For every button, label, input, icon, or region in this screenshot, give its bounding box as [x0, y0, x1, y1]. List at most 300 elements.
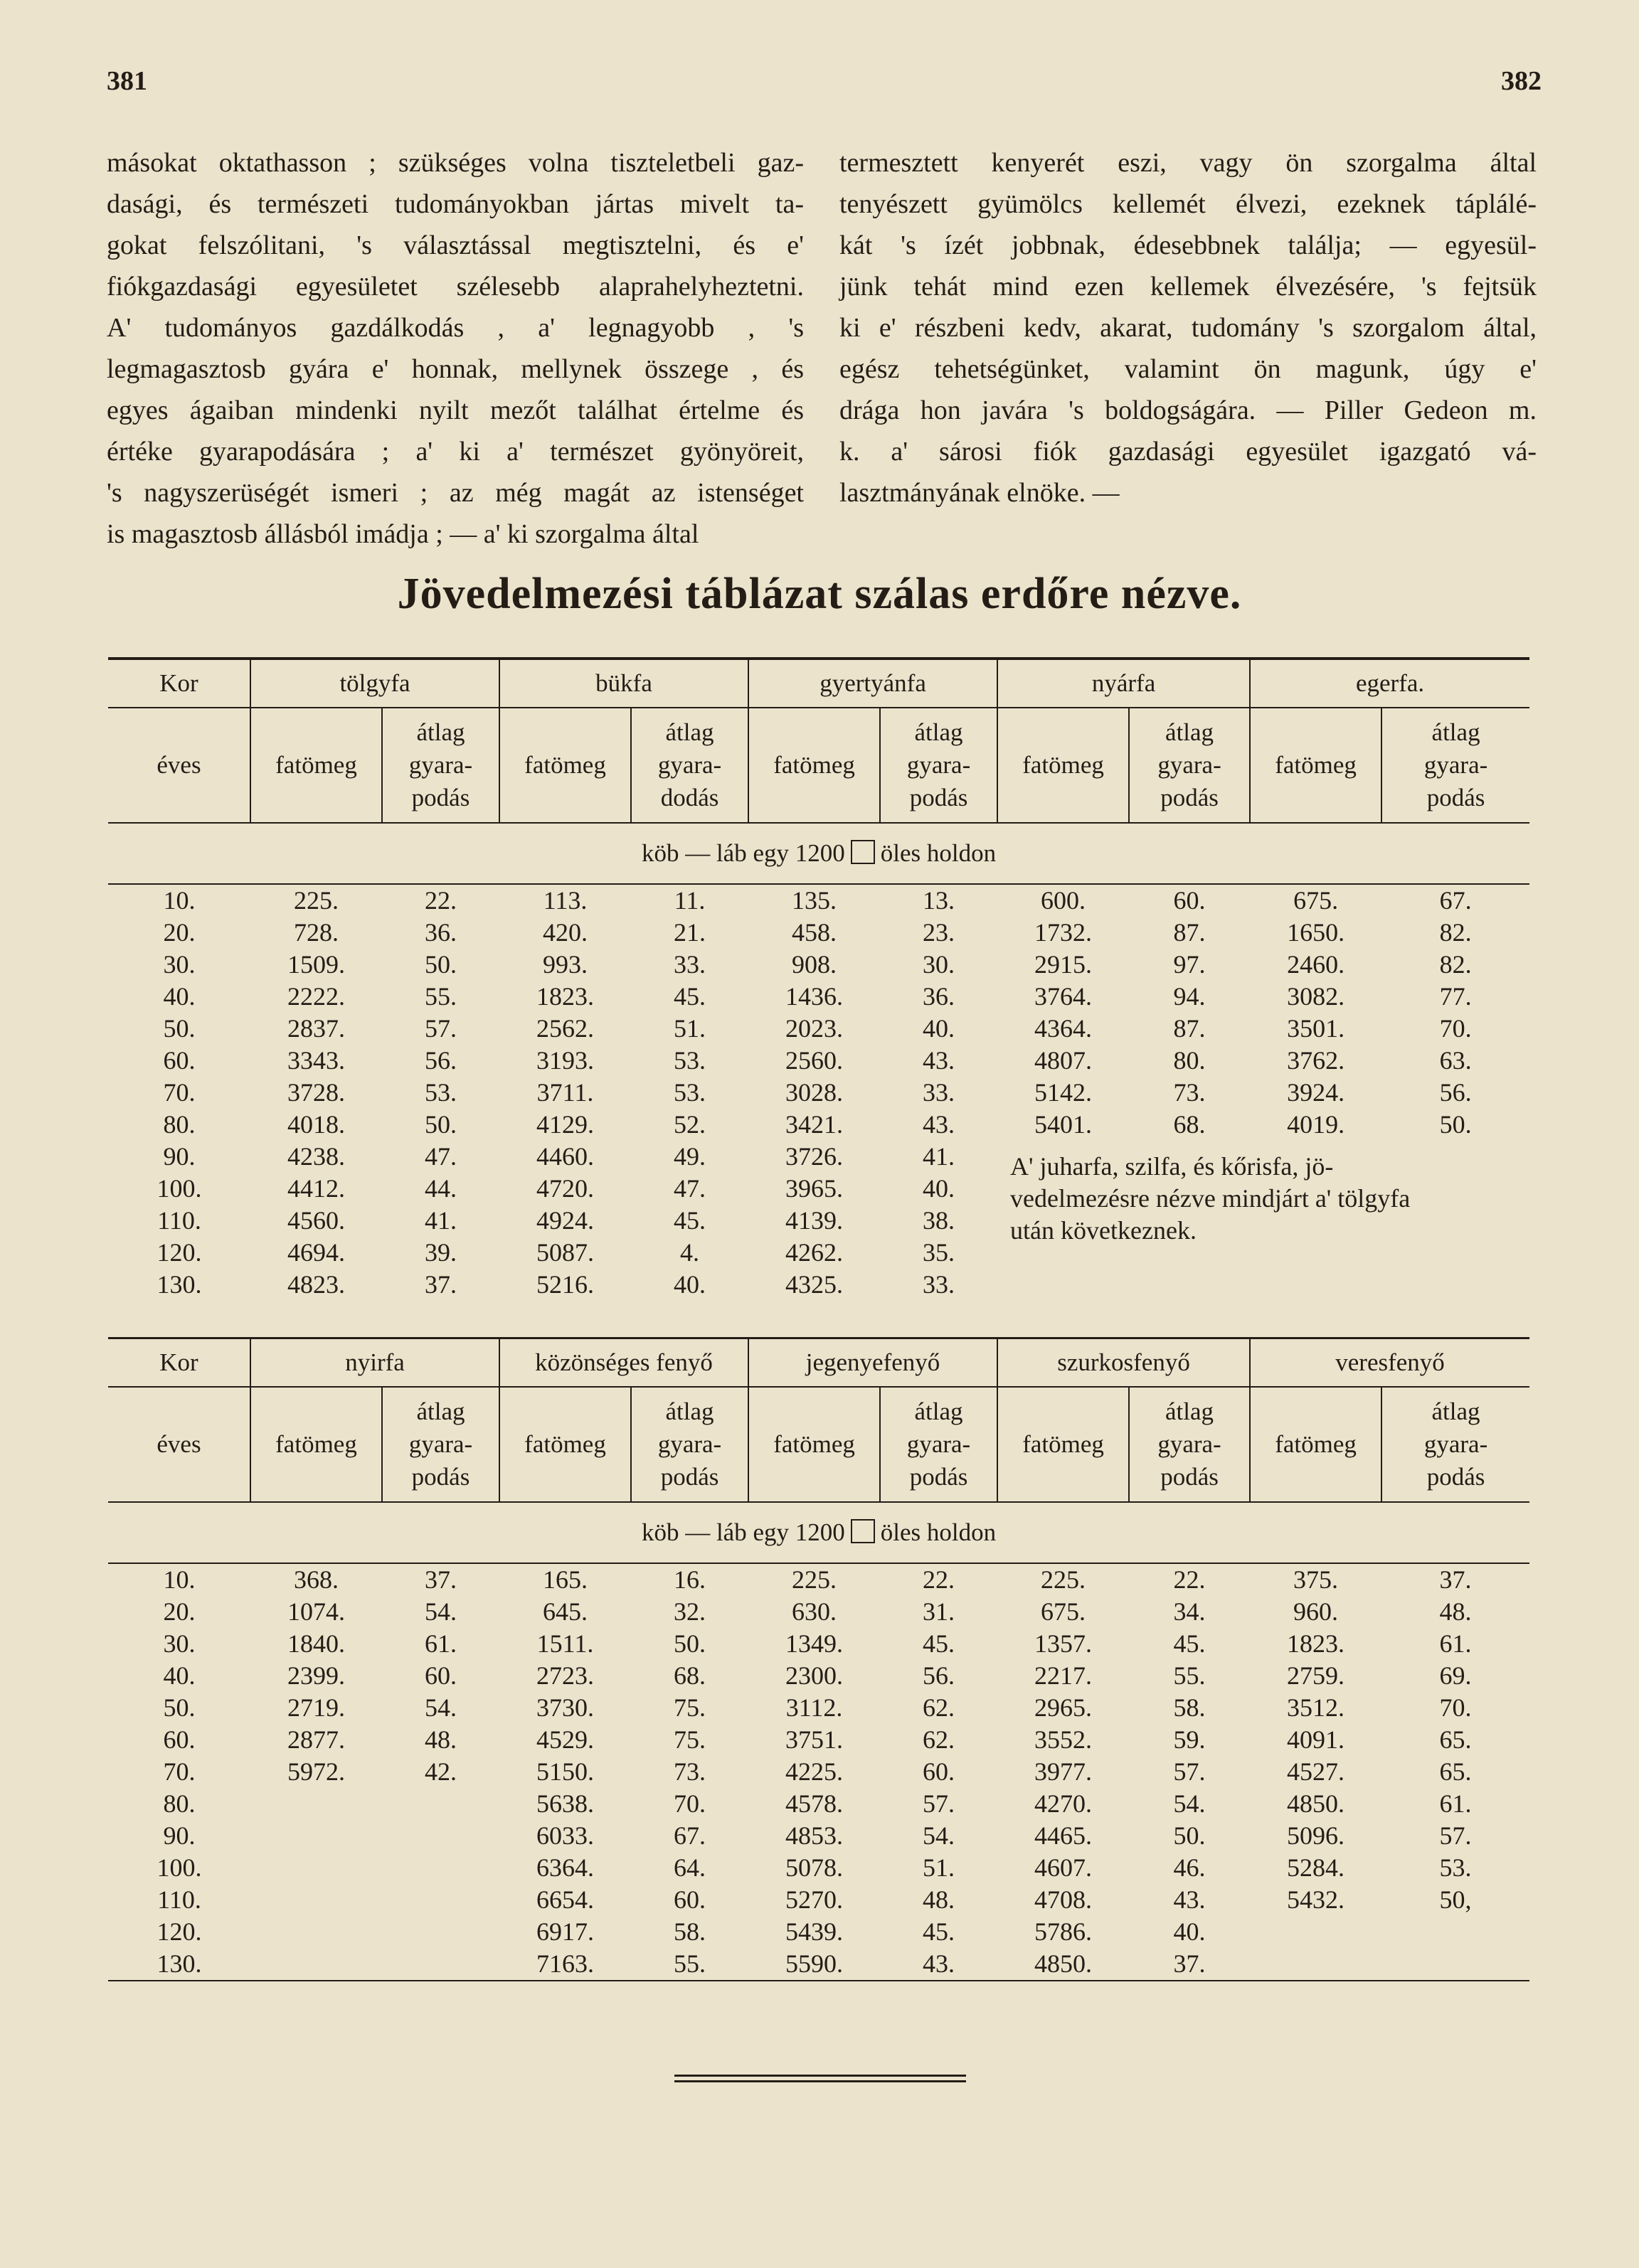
average-cell [1381, 1916, 1529, 1948]
volume-cell: 4853. [785, 1821, 844, 1850]
table-row [108, 1692, 1529, 1724]
volume-cell: 3082. [1287, 982, 1345, 1011]
volume-cell: 3965. [785, 1174, 844, 1203]
table-row [108, 1563, 1529, 1596]
table-row [108, 1596, 1529, 1628]
average-cell: 94. [1173, 982, 1206, 1011]
age-cell: 60. [163, 1725, 196, 1754]
volume-cell: 4225. [785, 1757, 844, 1786]
table-row [108, 1141, 1529, 1173]
volume-cell: 4560. [287, 1206, 345, 1235]
volume-cell: 4529. [536, 1725, 595, 1754]
average-cell: 37. [425, 1270, 457, 1299]
average-cell: 54. [425, 1597, 457, 1626]
average-cell: 53. [1439, 1853, 1472, 1882]
volume-cell: 4465. [1034, 1821, 1093, 1850]
end-rule [674, 2075, 966, 2082]
volume-cell: 960. [1293, 1597, 1339, 1626]
volume-cell: 2877. [287, 1725, 345, 1754]
volume-cell: 4708. [1034, 1885, 1093, 1914]
species-header: egerfa. [1250, 659, 1529, 708]
volume-cell: 225. [1041, 1565, 1086, 1594]
age-header: Kor [108, 659, 250, 708]
table-note [997, 1141, 1529, 1301]
volume-cell: 4720. [536, 1174, 595, 1203]
average-cell: 60. [674, 1885, 706, 1914]
volume-subheader: fatömeg [997, 1387, 1129, 1502]
average-cell: 11. [674, 886, 706, 915]
volume-cell: 375. [1293, 1565, 1339, 1594]
average-cell: 4. [680, 1238, 700, 1267]
average-cell: 57. [1173, 1757, 1206, 1786]
average-cell: 77. [1439, 982, 1472, 1011]
volume-cell: 2915. [1034, 950, 1093, 979]
volume-cell: 3512. [1287, 1693, 1345, 1722]
average-cell: 87. [1173, 918, 1206, 947]
average-cell: 51. [674, 1014, 706, 1043]
average-cell: 42. [425, 1757, 457, 1786]
average-cell: 13. [923, 886, 955, 915]
average-cell: 41. [923, 1142, 955, 1171]
species-header: jegenyefenyő [748, 1338, 997, 1388]
volume-cell: 993. [543, 950, 588, 979]
average-cell: 37. [1439, 1565, 1472, 1594]
age-subheader: éves [108, 708, 250, 823]
average-cell: 45. [674, 1206, 706, 1235]
text-line: termesztett kenyerét eszi, vagy ön szorgalma által [839, 148, 1537, 178]
volume-cell: 2719. [287, 1693, 345, 1722]
volume-cell: 908. [792, 950, 837, 979]
average-cell: 36. [923, 982, 955, 1011]
volume-cell: 5401. [1034, 1110, 1093, 1139]
table-row [108, 1077, 1529, 1109]
average-cell: 57. [425, 1014, 457, 1043]
text-line: A' tudományos gazdálkodás , a' legnagyobb , 's [107, 313, 804, 343]
text-line: is magasztosb állásból imádja ; — a' ki szorgalma által [107, 519, 699, 549]
volume-cell: 4262. [785, 1238, 844, 1267]
average-cell: 65. [1439, 1725, 1472, 1754]
average-cell: 73. [674, 1757, 706, 1786]
average-cell: 46. [1173, 1853, 1206, 1882]
table1-species-header [108, 659, 1529, 708]
average-cell: 68. [674, 1661, 706, 1690]
average-cell: 65. [1439, 1757, 1472, 1786]
square-symbol [851, 840, 875, 864]
average-cell: 40. [923, 1174, 955, 1203]
age-cell: 120. [157, 1238, 202, 1267]
volume-cell: 4091. [1287, 1725, 1345, 1754]
table-row [108, 1045, 1529, 1077]
page-number-left: 381 [107, 66, 147, 96]
average-cell: 48. [923, 1885, 955, 1914]
page-number-right: 382 [1501, 66, 1542, 96]
average-cell: 37. [425, 1565, 457, 1594]
volume-cell: 3751. [785, 1725, 844, 1754]
average-cell: 43. [923, 1110, 955, 1139]
average-cell: 43. [1173, 1885, 1206, 1914]
table-row [108, 1820, 1529, 1852]
average-cell: 23. [923, 918, 955, 947]
average-cell: 45. [923, 1629, 955, 1658]
volume-cell: 165. [543, 1565, 588, 1594]
average-growth-subheader: átlag gyara- podás [382, 1387, 499, 1502]
volume-cell: 1349. [785, 1629, 844, 1658]
volume-cell: 4238. [287, 1142, 345, 1171]
table-row [108, 1724, 1529, 1756]
age-cell: 100. [157, 1174, 202, 1203]
age-cell: 120. [157, 1917, 202, 1946]
age-cell: 10. [163, 1565, 196, 1594]
volume-cell: 1357. [1034, 1629, 1093, 1658]
volume-cell: 4578. [785, 1789, 844, 1818]
table-row [108, 1948, 1529, 1981]
volume-cell: 1823. [1287, 1629, 1345, 1658]
age-cell: 90. [163, 1821, 196, 1850]
age-cell: 80. [163, 1789, 196, 1818]
table-row [108, 981, 1529, 1013]
volume-cell: 1436. [785, 982, 844, 1011]
text-line: tenyészett gyümölcs kellemét élvezi, ezeknek táplálé- [839, 189, 1537, 219]
average-cell: 40. [923, 1014, 955, 1043]
volume-subheader: fatömeg [250, 1387, 382, 1502]
volume-cell: 4850. [1287, 1789, 1345, 1818]
age-cell: 30. [163, 950, 196, 979]
average-growth-subheader: átlag gyara- podás [1381, 708, 1529, 823]
average-cell: 44. [425, 1174, 457, 1203]
volume-cell [250, 1948, 382, 1981]
volume-subheader: fatömeg [499, 1387, 631, 1502]
average-cell: 41. [425, 1206, 457, 1235]
text-line: másokat oktathasson ; szükséges volna tiszteletbeli gaz- [107, 148, 804, 178]
note-line: vedelmezésre nézve mindjárt a' tölgyfa [1010, 1184, 1411, 1213]
average-cell [382, 1852, 499, 1884]
average-cell: 33. [674, 950, 706, 979]
volume-cell: 2759. [1287, 1661, 1345, 1690]
average-cell: 45. [1173, 1629, 1206, 1658]
average-cell: 61. [425, 1629, 457, 1658]
average-cell [382, 1788, 499, 1820]
volume-cell [250, 1884, 382, 1916]
volume-subheader: fatömeg [250, 708, 382, 823]
volume-cell [1250, 1948, 1381, 1981]
average-cell: 22. [923, 1565, 955, 1594]
volume-cell: 3112. [785, 1693, 843, 1722]
volume-cell: 1509. [287, 950, 345, 979]
average-cell: 53. [674, 1078, 706, 1107]
volume-cell: 5786. [1034, 1917, 1093, 1946]
volume-cell: 2460. [1287, 950, 1345, 979]
average-cell: 50. [1173, 1821, 1206, 1850]
average-cell: 50. [674, 1629, 706, 1658]
unit-label: köb — láb egy 1200 öles holdon [108, 823, 1529, 884]
age-cell: 50. [163, 1693, 196, 1722]
species-header: veresfenyő [1250, 1338, 1529, 1388]
volume-cell [250, 1788, 382, 1820]
average-cell: 50. [425, 950, 457, 979]
text-line: drága hon javára 's boldogságára. — Piller Gedeon m. [839, 395, 1537, 425]
average-cell: 51. [923, 1853, 955, 1882]
text-line: 's nagyszerüségét ismeri ; az még magát az istenséget [107, 478, 804, 508]
volume-cell: 5078. [785, 1853, 844, 1882]
average-cell: 60. [923, 1757, 955, 1786]
text-line: kát 's ízét jobbnak, édesebbnek találja; — egyesül- [839, 230, 1537, 260]
volume-cell: 3421. [785, 1110, 844, 1139]
average-cell: 50, [1439, 1885, 1472, 1914]
average-cell: 67. [674, 1821, 706, 1850]
volume-cell: 4270. [1034, 1789, 1093, 1818]
volume-cell: 6654. [536, 1885, 595, 1914]
average-cell: 53. [425, 1078, 457, 1107]
volume-cell [250, 1820, 382, 1852]
volume-subheader: fatömeg [499, 708, 631, 823]
volume-cell: 5638. [536, 1789, 595, 1818]
volume-cell [250, 1852, 382, 1884]
average-cell [382, 1884, 499, 1916]
volume-cell: 630. [792, 1597, 837, 1626]
volume-cell: 113. [543, 886, 588, 915]
volume-cell: 3711. [536, 1078, 594, 1107]
volume-cell: 675. [1041, 1597, 1086, 1626]
species-header: bükfa [499, 659, 748, 708]
age-cell: 10. [163, 886, 196, 915]
average-growth-subheader: átlag gyara- podás [631, 1387, 748, 1502]
volume-cell: 1732. [1034, 918, 1093, 947]
average-cell: 70. [1439, 1014, 1472, 1043]
average-cell: 56. [425, 1046, 457, 1075]
age-subheader: éves [108, 1387, 250, 1502]
volume-cell: 1823. [536, 982, 595, 1011]
text-line: ki e' részbeni kedv, akarat, tudomány 's szorgalom által, [839, 313, 1537, 343]
age-cell: 30. [163, 1629, 196, 1658]
volume-cell: 2023. [785, 1014, 844, 1043]
species-header: tölgyfa [250, 659, 499, 708]
age-cell: 70. [163, 1757, 196, 1786]
table-row [108, 1109, 1529, 1141]
volume-cell: 3764. [1034, 982, 1093, 1011]
volume-cell: 225. [294, 886, 339, 915]
species-header: gyertyánfa [748, 659, 997, 708]
volume-cell: 2300. [785, 1661, 844, 1690]
average-growth-subheader: átlag gyara- podás [1129, 708, 1250, 823]
age-cell: 110. [157, 1885, 201, 1914]
text-line: legmagasztosb gyára e' honnak, mellynek összege , és [107, 354, 804, 384]
average-cell: 54. [923, 1821, 955, 1850]
average-cell: 63. [1439, 1046, 1472, 1075]
average-cell: 47. [425, 1142, 457, 1171]
volume-cell: 1074. [287, 1597, 345, 1626]
volume-cell: 4019. [1287, 1110, 1345, 1139]
volume-subheader: fatömeg [748, 708, 880, 823]
average-cell: 82. [1439, 950, 1472, 979]
volume-cell: 368. [294, 1565, 339, 1594]
species-header: nyárfa [997, 659, 1250, 708]
average-cell: 38. [923, 1206, 955, 1235]
volume-cell: 4924. [536, 1206, 595, 1235]
volume-cell: 3343. [287, 1046, 345, 1075]
volume-cell: 4018. [287, 1110, 345, 1139]
volume-cell: 5087. [536, 1238, 595, 1267]
age-header: Kor [108, 1338, 250, 1388]
age-cell: 110. [157, 1206, 201, 1235]
text-line: egész tehetségünket, valamint ön magunk, úgy e' [839, 354, 1537, 384]
table2-subheader [108, 1387, 1529, 1502]
average-cell: 21. [674, 918, 706, 947]
age-cell: 50. [163, 1014, 196, 1043]
average-cell: 30. [923, 950, 955, 979]
note-line: A' juharfa, szilfa, és kőrisfa, jö- [1010, 1152, 1334, 1181]
table-row [108, 884, 1529, 917]
average-cell: 97. [1173, 950, 1206, 979]
average-cell: 37. [1173, 1949, 1206, 1978]
volume-cell: 3977. [1034, 1757, 1093, 1786]
volume-subheader: fatömeg [1250, 1387, 1381, 1502]
volume-subheader: fatömeg [748, 1387, 880, 1502]
table2-body [108, 1563, 1529, 1981]
table-row [108, 1788, 1529, 1820]
average-cell: 69. [1439, 1661, 1472, 1690]
table-row [108, 1884, 1529, 1916]
average-cell: 75. [674, 1725, 706, 1754]
average-cell: 50. [425, 1110, 457, 1139]
volume-cell: 3762. [1287, 1046, 1345, 1075]
average-cell: 54. [1173, 1789, 1206, 1818]
average-cell: 60. [425, 1661, 457, 1690]
volume-cell: 4850. [1034, 1949, 1093, 1978]
average-cell: 55. [674, 1949, 706, 1978]
volume-cell: 3552. [1034, 1725, 1093, 1754]
volume-cell: 6917. [536, 1917, 595, 1946]
average-cell: 34. [1173, 1597, 1206, 1626]
average-cell [1381, 1948, 1529, 1981]
volume-cell: 135. [792, 886, 837, 915]
average-cell: 43. [923, 1949, 955, 1978]
volume-cell: 2837. [287, 1014, 345, 1043]
average-cell: 60. [1173, 886, 1206, 915]
average-cell: 58. [674, 1917, 706, 1946]
average-cell: 87. [1173, 1014, 1206, 1043]
volume-cell: 5142. [1034, 1078, 1093, 1107]
volume-cell: 4694. [287, 1238, 345, 1267]
age-cell: 90. [163, 1142, 196, 1171]
volume-cell: 5972. [287, 1757, 345, 1786]
average-cell: 70. [674, 1789, 706, 1818]
volume-cell: 1840. [287, 1629, 345, 1658]
average-cell: 48. [1439, 1597, 1472, 1626]
average-cell: 57. [923, 1789, 955, 1818]
volume-cell [1250, 1916, 1381, 1948]
square-symbol [851, 1519, 875, 1543]
volume-cell: 5439. [785, 1917, 844, 1946]
average-growth-subheader: átlag gyara- podás [880, 1387, 997, 1502]
volume-cell: 5150. [536, 1757, 595, 1786]
unit-label: köb — láb egy 1200 öles holdon [108, 1502, 1529, 1563]
average-cell: 75. [674, 1693, 706, 1722]
table2-species-header [108, 1338, 1529, 1388]
volume-cell: 2965. [1034, 1693, 1093, 1722]
volume-cell: 5096. [1287, 1821, 1345, 1850]
average-growth-subheader: átlag gyara- dodás [631, 708, 748, 823]
average-cell: 55. [425, 982, 457, 1011]
yield-table-conifer [108, 1337, 1529, 1981]
volume-cell: 3028. [785, 1078, 844, 1107]
yield-table-deciduous [108, 657, 1529, 1301]
average-cell: 45. [674, 982, 706, 1011]
volume-subheader: fatömeg [997, 708, 1129, 823]
table1-body [108, 884, 1529, 1301]
volume-cell: 4364. [1034, 1014, 1093, 1043]
average-cell: 49. [674, 1142, 706, 1171]
text-line: egyes ágaiban mindenki nyilt mezőt találhat értelme és [107, 395, 804, 425]
average-cell: 53. [674, 1046, 706, 1075]
volume-cell: 2222. [287, 982, 345, 1011]
average-cell: 64. [674, 1853, 706, 1882]
table-row [108, 1628, 1529, 1660]
text-line: lasztmányának elnöke. — [839, 478, 1120, 508]
volume-cell: 1511. [536, 1629, 594, 1658]
average-cell: 40. [1173, 1917, 1206, 1946]
volume-cell: 3730. [536, 1693, 595, 1722]
average-cell: 73. [1173, 1078, 1206, 1107]
age-cell: 100. [157, 1853, 202, 1882]
note-line: után következnek. [1010, 1216, 1197, 1245]
volume-cell: 4527. [1287, 1757, 1345, 1786]
average-cell: 40. [674, 1270, 706, 1299]
volume-cell: 5216. [536, 1270, 595, 1299]
text-line: jünk tehát mind ezen kellemek élvezésére, 's fejtsük [839, 272, 1537, 302]
volume-cell: 2217. [1034, 1661, 1093, 1690]
volume-cell: 4129. [536, 1110, 595, 1139]
average-cell: 22. [1173, 1565, 1206, 1594]
average-cell: 80. [1173, 1046, 1206, 1075]
average-cell: 56. [1439, 1078, 1472, 1107]
table-row [108, 1660, 1529, 1692]
average-cell: 33. [923, 1270, 955, 1299]
average-cell: 48. [425, 1725, 457, 1754]
volume-cell: 2723. [536, 1661, 595, 1690]
age-cell: 70. [163, 1078, 196, 1107]
age-cell: 20. [163, 1597, 196, 1626]
volume-cell: 7163. [536, 1949, 595, 1978]
volume-cell: 458. [792, 918, 837, 947]
average-growth-subheader: átlag gyara- podás [880, 708, 997, 823]
volume-cell: 3728. [287, 1078, 345, 1107]
text-line: dasági, és természeti tudományokban jártas mivelt ta- [107, 189, 804, 219]
volume-cell: 4607. [1034, 1853, 1093, 1882]
volume-cell: 3501. [1287, 1014, 1345, 1043]
average-cell [382, 1948, 499, 1981]
average-cell: 54. [425, 1693, 457, 1722]
age-cell: 20. [163, 918, 196, 947]
average-cell: 62. [923, 1693, 955, 1722]
average-cell [382, 1916, 499, 1948]
volume-cell: 4412. [287, 1174, 345, 1203]
age-cell: 130. [157, 1949, 202, 1978]
average-cell: 62. [923, 1725, 955, 1754]
age-cell: 40. [163, 982, 196, 1011]
volume-cell: 6364. [536, 1853, 595, 1882]
volume-cell: 4325. [785, 1270, 844, 1299]
average-growth-subheader: átlag gyara- podás [1129, 1387, 1250, 1502]
average-cell: 68. [1173, 1110, 1206, 1139]
volume-cell: 645. [543, 1597, 588, 1626]
average-cell: 61. [1439, 1629, 1472, 1658]
average-cell: 61. [1439, 1789, 1472, 1818]
average-cell: 47. [674, 1174, 706, 1203]
volume-cell: 4823. [287, 1270, 345, 1299]
age-cell: 130. [157, 1270, 202, 1299]
average-growth-subheader: átlag gyara- podás [382, 708, 499, 823]
volume-cell: 5270. [785, 1885, 844, 1914]
